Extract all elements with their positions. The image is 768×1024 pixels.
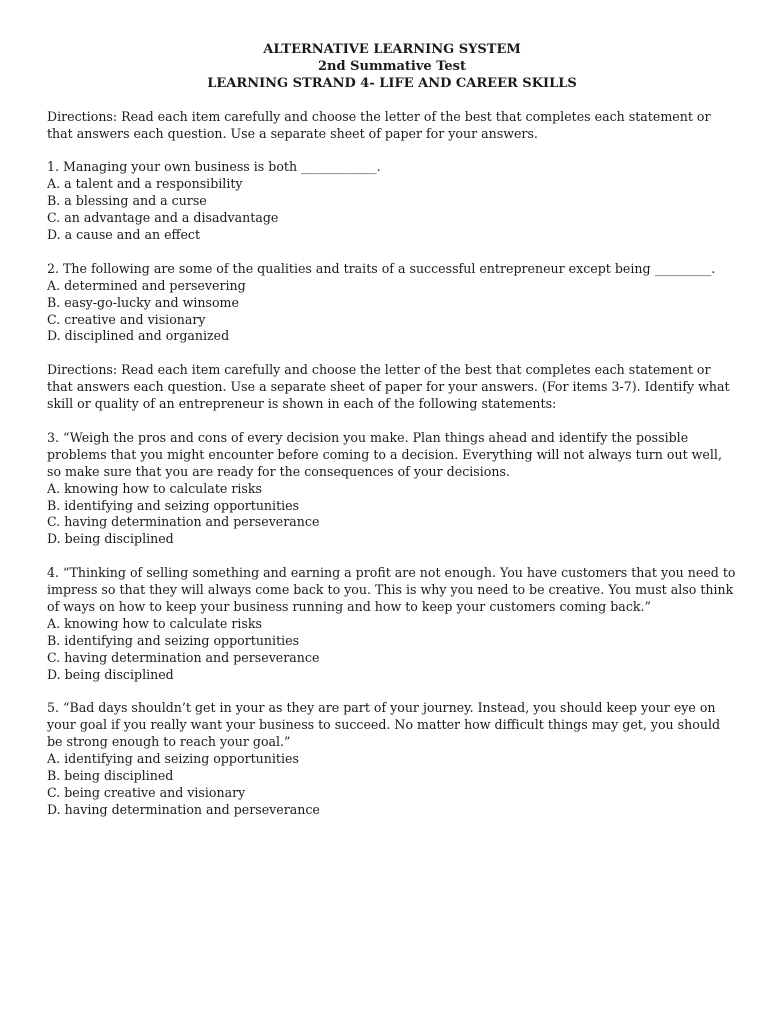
header-line-1: ALTERNATIVE LEARNING SYSTEM xyxy=(263,42,521,57)
question-3-choice-d: D. being disciplined xyxy=(47,531,174,547)
question-4-choice-d: D. being disciplined xyxy=(47,666,174,682)
question-2-choice-b: B. easy-go-lucky and winsome xyxy=(47,294,239,310)
question-5-choice-c: C. being creative and visionary xyxy=(47,784,246,800)
question-4-stem: 4. “Thinking of selling something and earning a profit are not enough. You have customers that you need to impress so that they will always come back to you. This is why you need to be creative. You must also think of ways on how to keep your business running and how to keep your customers coming back.” xyxy=(47,565,736,614)
question-5 xyxy=(47,700,737,818)
header-line-3: LEARNING STRAND 4- LIFE AND CAREER SKILLS xyxy=(207,75,577,91)
question-1-choice-c: C. an advantage and a disadvantage xyxy=(47,210,279,226)
question-4-choice-c: C. having determination and perseverance xyxy=(47,649,320,665)
question-1 xyxy=(47,159,737,244)
directions-1: Directions: Read each item carefully and choose the letter of the best that completes each statement or that answers each question. Use a separate sheet of paper for your answers. xyxy=(47,108,711,141)
question-3 xyxy=(47,430,737,548)
question-5-stem: 5. “Bad days shouldn’t get in your as they are part of your journey. Instead, you should keep your eye on your goal if you really want your business to succeed. No matter how difficult things may get, you should be strong enough to reach your goal.” xyxy=(47,700,721,750)
question-2-choice-a: A. determined and persevering xyxy=(47,277,246,293)
question-3-choice-a: A. knowing how to calculate risks xyxy=(47,480,262,496)
document-header xyxy=(47,42,737,93)
question-4 xyxy=(47,565,737,683)
question-4-choice-b: B. identifying and seizing opportunities xyxy=(47,632,300,648)
question-3-choice-b: B. identifying and seizing opportunities xyxy=(47,497,300,513)
question-5-choice-d: D. having determination and perseverance xyxy=(47,801,320,817)
directions-2: Directions: Read each item carefully and choose the letter of the best that completes each statement or that answers each question. Use a separate sheet of paper for your answers. (For items 3-7). Identify what skill or quality of an entrepreneur is shown in each of the following statements: xyxy=(47,362,730,412)
document-page xyxy=(47,42,737,836)
question-1-choice-d: D. a cause and an effect xyxy=(47,227,201,243)
question-2-stem: 2. The following are some of the qualities and traits of a successful entrepreneur except being _________. xyxy=(47,260,716,276)
question-5-choice-b: B. being disciplined xyxy=(47,767,174,783)
question-2 xyxy=(47,261,737,346)
question-2-choice-d: D. disciplined and organized xyxy=(47,328,230,344)
question-1-choice-b: B. a blessing and a curse xyxy=(47,193,207,209)
question-2-choice-c: C. creative and visionary xyxy=(47,311,206,327)
question-4-choice-a: A. knowing how to calculate risks xyxy=(47,615,262,631)
question-1-stem: 1. Managing your own business is both ____________. xyxy=(47,159,381,175)
question-3-stem: 3. “Weigh the pros and cons of every decision you make. Plan things ahead and identify the possible problems that you might encounter before coming to a decision. Everything will not always turn out well, so make sure that you are ready for the consequences of your decisions. xyxy=(47,429,722,479)
question-1-choice-a: A. a talent and a responsibility xyxy=(47,176,243,192)
question-5-choice-a: A. identifying and seizing opportunities xyxy=(47,751,299,767)
header-line-2: 2nd Summative Test xyxy=(318,58,466,74)
question-3-choice-c: C. having determination and perseverance xyxy=(47,514,320,530)
